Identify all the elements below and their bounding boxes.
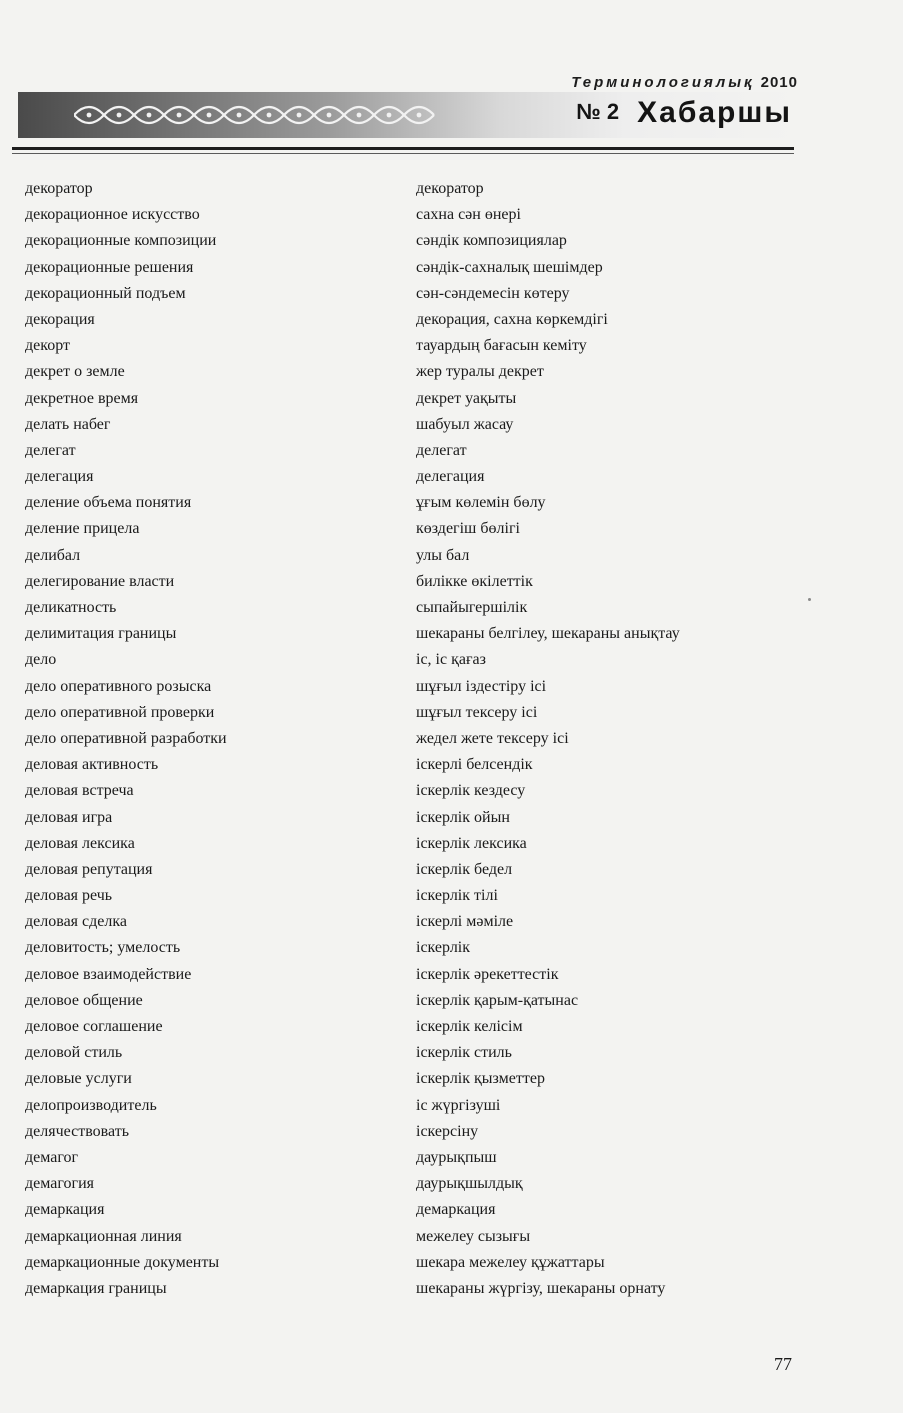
glossary-row [0,1119,903,1145]
glossary-row [0,202,903,228]
header-banner [18,92,796,138]
term-russian: деловой стиль [25,1044,123,1062]
glossary-row [0,1171,903,1197]
glossary-row [0,962,903,988]
header-rule [12,147,794,150]
term-russian: декорационное искусство [25,206,200,224]
ornament-pattern [74,99,444,131]
glossary-entries [0,176,903,1302]
term-russian: декоратор [25,180,93,197]
term-russian: деликатность [25,599,117,616]
glossary-row [0,1224,903,1250]
print-speck [808,598,811,601]
term-russian: декретное время [25,389,139,407]
term-russian: деловитость; умелость [25,939,181,957]
term-russian: декрет о земле [25,363,125,381]
glossary-row [0,333,903,359]
glossary-row [0,490,903,516]
term-russian: делибал [25,546,81,564]
term-kazakh: іскерлік әрекеттестік [416,965,559,983]
term-russian: дело оперативной разработки [25,729,227,747]
journal-name: Хабаршы [637,96,792,129]
glossary-row [0,1066,903,1092]
term-kazakh: сыпайыгершілік [416,599,528,616]
term-russian: деловое соглашение [25,1018,163,1035]
term-kazakh: тауардың бағасын кеміту [416,337,587,355]
term-russian: демаркационная линия [25,1227,182,1245]
term-kazakh: шұғыл іздестіру ісі [416,677,547,695]
term-kazakh: билікке өкілеттік [416,572,533,590]
term-russian: деловая сделка [25,913,127,931]
term-kazakh: сахна сән өнері [416,206,521,224]
term-russian: деление прицела [25,520,140,538]
glossary-row [0,1145,903,1171]
term-russian: делимитация границы [25,625,177,643]
header-rule-thin [12,153,794,154]
glossary-row [0,1250,903,1276]
glossary-row [0,857,903,883]
journal-header [571,74,798,91]
glossary-row [0,726,903,752]
term-russian: дело оперативного розыска [25,677,212,695]
glossary-row [0,935,903,961]
issue-number: № 2 [576,99,620,124]
glossary-row [0,674,903,700]
glossary-row [0,464,903,490]
term-kazakh: шабуыл жасау [416,415,514,433]
term-kazakh: іс жүргізуші [416,1096,501,1114]
term-kazakh: улы бал [416,546,470,564]
glossary-row [0,307,903,333]
term-russian: делегат [25,441,76,459]
glossary-row [0,883,903,909]
glossary-row [0,1040,903,1066]
term-russian: делячествовать [25,1122,129,1140]
term-kazakh: іскерлі белсендік [416,756,533,774]
glossary-row [0,543,903,569]
term-kazakh: делегация [416,468,485,486]
glossary-row [0,700,903,726]
glossary-row [0,281,903,307]
term-kazakh: іс, іс қағаз [416,651,486,669]
term-russian: делегирование власти [25,572,175,590]
term-russian: делопроизводитель [25,1096,157,1114]
term-kazakh: шекараны белгілеу, шекараны анықтау [416,625,680,643]
term-russian: демаркационные документы [25,1253,220,1271]
term-kazakh: шекара межелеу құжаттары [416,1253,605,1271]
term-russian: декорт [25,337,70,355]
page-number: 77 [774,1354,792,1374]
term-kazakh: іскерлік қарым-қатынас [416,991,579,1009]
term-kazakh: межелеу сызығы [416,1227,531,1245]
term-kazakh: көздегіш бөлігі [416,520,520,538]
term-russian: демаркация границы [25,1279,167,1297]
glossary-row [0,909,903,935]
glossary-row [0,438,903,464]
glossary-row [0,752,903,778]
term-russian: деловые услуги [25,1070,132,1088]
term-kazakh: іскерлік кездесу [416,782,526,800]
term-kazakh: шұғыл тексеру ісі [416,703,538,721]
term-russian: демагог [25,1148,79,1166]
term-kazakh: жер туралы декрет [416,363,544,381]
journal-year: 2010 [760,74,798,91]
term-kazakh: сәндік композициялар [416,232,567,250]
term-kazakh: декрет уақыты [416,389,517,407]
term-kazakh: іскерлік стиль [416,1044,512,1062]
term-kazakh: ұғым көлемін бөлу [416,494,546,512]
term-kazakh: іскерлік тілі [416,887,498,905]
glossary-row [0,1093,903,1119]
term-kazakh: іскерлік келісім [416,1018,523,1035]
term-russian: декорационные решения [25,258,194,276]
term-russian: деление объема понятия [25,494,192,512]
term-kazakh: іскерлік бедел [416,860,513,878]
term-russian: демаркация [25,1201,105,1219]
term-russian: деловая речь [25,887,113,905]
term-russian: деловое общение [25,991,143,1009]
glossary-row [0,1014,903,1040]
term-kazakh: декорация, сахна көркемдігі [416,310,608,328]
term-russian: деловая репутация [25,860,153,878]
term-kazakh: даурықшылдық [416,1175,523,1193]
term-russian: дело оперативной проверки [25,703,215,721]
glossary-row [0,778,903,804]
glossary-row [0,412,903,438]
term-russian: делегация [25,468,94,486]
term-kazakh: іскерлік ойын [416,808,510,826]
glossary-row [0,621,903,647]
term-kazakh: сән-сәндемесін көтеру [416,284,570,302]
term-russian: деловое взаимодействие [25,965,192,983]
glossary-row [0,386,903,412]
term-kazakh: декоратор [416,180,484,197]
glossary-row [0,805,903,831]
term-kazakh: шекараны жүргізу, шекараны орнату [416,1279,666,1297]
issue-title [576,96,792,130]
term-russian: демагогия [25,1175,95,1193]
term-russian: деловая игра [25,808,113,826]
glossary-row [0,359,903,385]
term-kazakh: іскерлік [416,939,471,957]
term-kazakh: іскерсіну [416,1122,479,1140]
term-russian: делать набег [25,415,111,433]
term-kazakh: сәндік-сахналық шешімдер [416,258,603,276]
term-kazakh: даурықпыш [416,1148,497,1166]
glossary-row [0,647,903,673]
term-russian: декорация [25,310,95,328]
glossary-row [0,1197,903,1223]
glossary-row [0,569,903,595]
glossary-row [0,1276,903,1302]
term-russian: деловая встреча [25,782,134,800]
glossary-row [0,516,903,542]
glossary-row [0,831,903,857]
term-kazakh: іскерлік лексика [416,834,527,852]
term-russian: декорационный подъем [25,284,186,302]
term-russian: деловая активность [25,756,159,774]
glossary-row [0,595,903,621]
term-russian: дело [25,651,57,669]
glossary-row [0,255,903,281]
term-russian: декорационные композиции [25,232,217,250]
glossary-row [0,228,903,254]
journal-title: Терминологиялық [571,74,755,91]
term-kazakh: делегат [416,441,467,459]
term-russian: деловая лексика [25,834,135,852]
term-kazakh: іскерлік қызметтер [416,1070,545,1088]
glossary-row [0,988,903,1014]
term-kazakh: демаркация [416,1201,496,1219]
term-kazakh: жедел жете тексеру ісі [416,729,569,747]
glossary-row [0,176,903,202]
term-kazakh: іскерлі мәміле [416,913,514,931]
